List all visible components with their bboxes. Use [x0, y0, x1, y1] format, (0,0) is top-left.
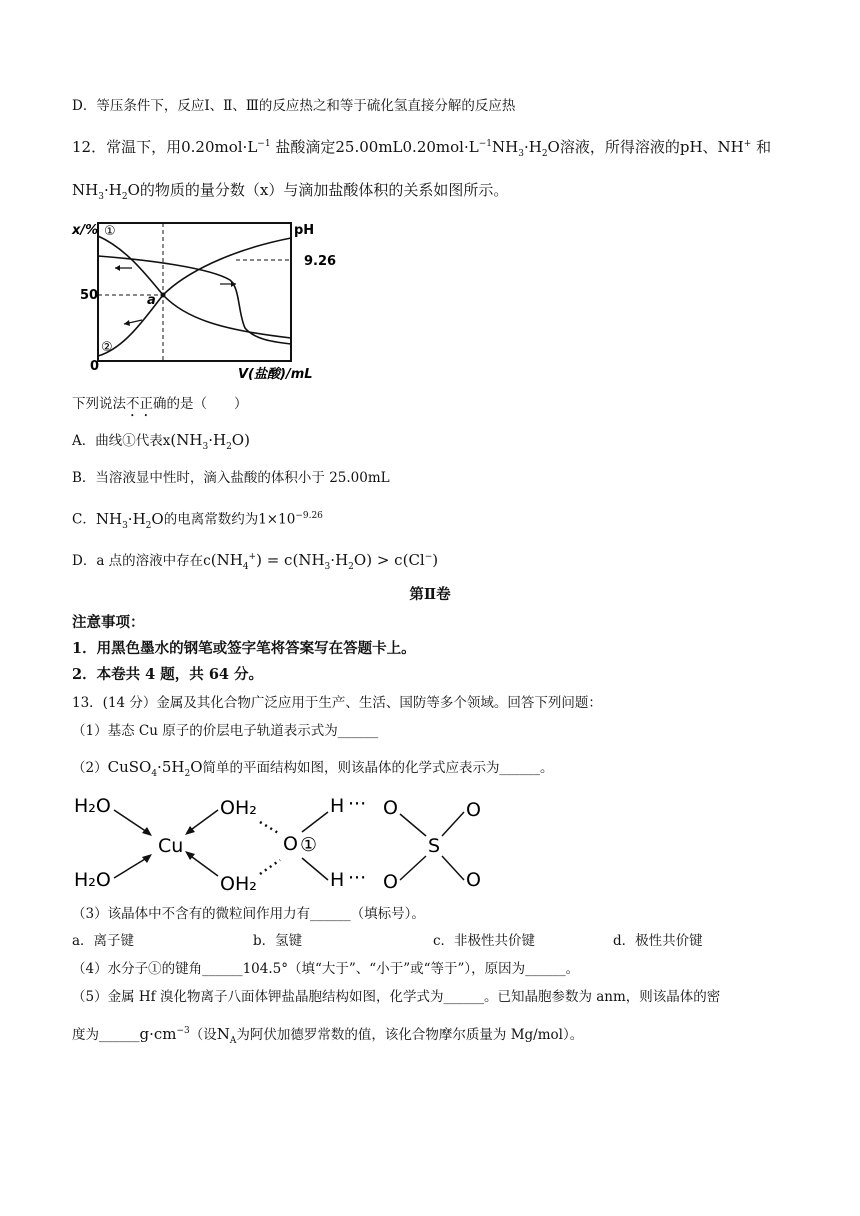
- note-1: 1．用黑色墨水的钢笔或签字笔将答案写在答题卡上。: [72, 640, 416, 657]
- q13-part3: （3）该晶体中不含有的微粒间作用力有______（填标号）。: [72, 906, 425, 922]
- o-bottom-right: O: [466, 869, 481, 891]
- q12-prompt: 下列说法不正确的是（ ）: [72, 396, 248, 412]
- q13-opt-a: a．离子键: [72, 933, 135, 949]
- s-atom: S: [428, 835, 441, 857]
- dots-bottom: ···: [348, 867, 367, 889]
- cu-atom: Cu: [158, 835, 184, 857]
- circle-1: ①: [300, 834, 318, 856]
- q13-part1: （1）基态 Cu 原子的价层电子轨道表示式为______: [72, 723, 379, 739]
- q12-stem-line2: $NH_3\cdot H_2O$的物质的量分数（x）与滴加盐酸体积的关系如图所示。: [72, 181, 509, 202]
- oh2-bottom: OH₂: [220, 873, 257, 895]
- oh2-top: OH₂: [220, 797, 257, 819]
- h2o-top-left: H₂O: [74, 795, 111, 817]
- y-right-label: pH: [294, 223, 315, 238]
- q11-option-d: D．等压条件下，反应Ⅰ、Ⅱ、Ⅲ的反应热之和等于硫化氢直接分解的反应热: [72, 98, 516, 114]
- y-left-tick-50: 50: [80, 288, 99, 303]
- y-left-label: x/%: [72, 223, 99, 238]
- curve-2-label: ②: [101, 340, 113, 355]
- graph-frame: [98, 223, 291, 361]
- q13-opt-c: c．非极性共价键: [433, 933, 536, 949]
- h-bottom: H: [330, 869, 345, 891]
- q12-option-b: B．当溶液显中性时，滴入盐酸的体积小于 25.00mL: [72, 470, 390, 486]
- x-axis-label: V(盐酸)/mL: [238, 367, 313, 382]
- dots-top: ···: [348, 793, 367, 815]
- o-top-right: O: [466, 799, 481, 821]
- h2o-bottom-left: H₂O: [74, 869, 111, 891]
- q12-option-c: C．$NH_3\cdot H_2O$的电离常数约为$1\times 10^{-9.26}$: [72, 509, 323, 531]
- q13-part5-line2: 度为$\_\_\_\_\_\_g\cdot cm^{-3}$（设$N_A$为阿伏加德罗常数的值，该化合物摩尔质量为 Mg/mol）。: [72, 1025, 584, 1046]
- q13-part5-line1: （5）金属 Hf 溴化物离子八面体钾盐晶胞结构如图，化学式为______。已知晶胞参数为 anm，则该晶体的密: [72, 989, 721, 1005]
- y-right-tick: 9.26: [304, 254, 337, 269]
- curve-1-label: ①: [104, 224, 116, 239]
- origin-label: 0: [90, 359, 100, 374]
- q12-stem-line1: 12．常温下，用$0.20mol\cdot L^{-1}$ 盐酸滴定$25.00mL0.20mol\cdot L^{-1}NH_3\cdot H_2O$溶液，所得溶液的pH、NH+ 和: [72, 138, 772, 159]
- note-2: 2．本卷共 4 题，共 64 分。: [72, 666, 264, 683]
- point-a-label: a: [147, 293, 156, 308]
- titration-graph: [70, 218, 340, 386]
- q13-opt-d: d．极性共价键: [613, 933, 703, 949]
- q13-part2: $(2)CuSO_4\cdot 5H_2O$简单的平面结构如图，则该晶体的化学式应表示为______。: [72, 758, 554, 779]
- section2-title: 第Ⅱ卷: [409, 586, 451, 603]
- o-center: O: [283, 833, 298, 855]
- point-a: [161, 293, 166, 298]
- q13-opt-b: b．氢键: [253, 933, 303, 949]
- o-bottom-left: O: [383, 871, 398, 893]
- q13-part4: （4）水分子①的键角______104.5°（填“大于”、“小于”或“等于”），原因为______。: [72, 961, 580, 977]
- ph-curve: [98, 256, 291, 344]
- cuso4-structure: [70, 788, 500, 898]
- q12-option-d: D．a 点的溶液中存在$c(NH_4^+) = c(NH_3\cdot H_2O) > c(Cl^-)$: [72, 551, 439, 572]
- notes-title: 注意事项：: [72, 614, 145, 631]
- h-top: H: [330, 795, 345, 817]
- q13-part3-options: [0, 931, 860, 951]
- q12-option-a: A．曲线①代表$x(NH_3\cdot H_2O)$: [72, 431, 250, 452]
- q13-stem: 13．(14 分）金属及其化合物广泛应用于生产、生活、国防等多个领域。回答下列问题：: [72, 695, 602, 711]
- o-top-left: O: [383, 797, 398, 819]
